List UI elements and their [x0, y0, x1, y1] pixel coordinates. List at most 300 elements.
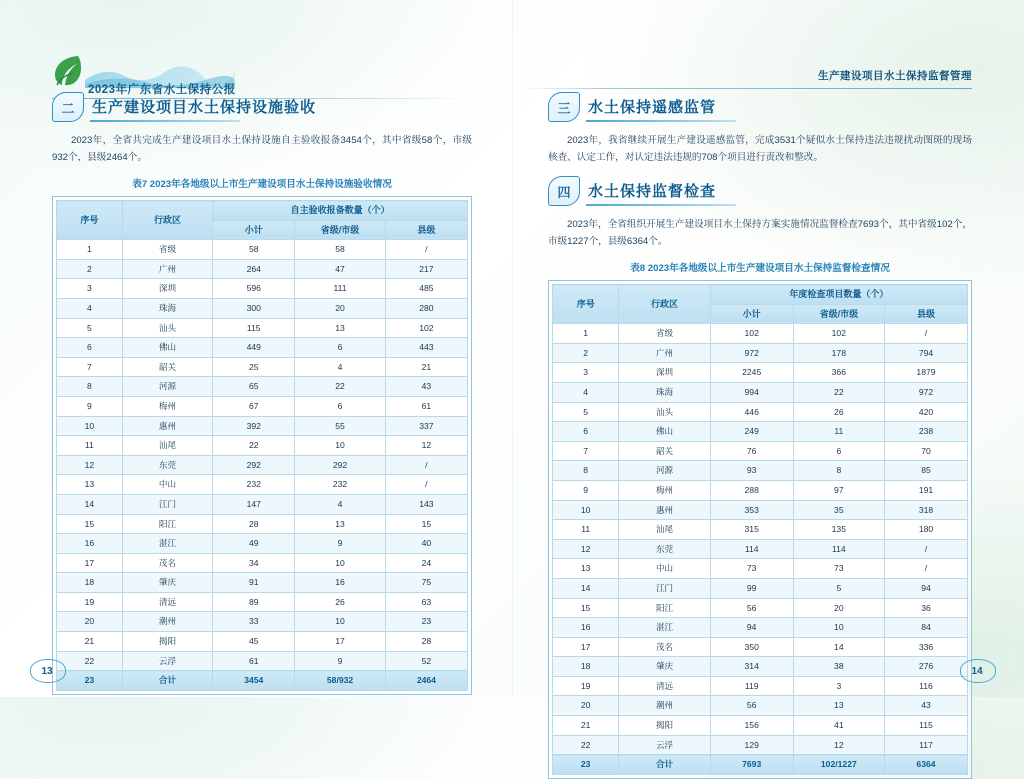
- cell-seq: 20: [553, 696, 619, 716]
- cell-value: 56: [710, 696, 793, 716]
- cell-value: 102: [793, 324, 884, 344]
- cell-seq: 7: [553, 441, 619, 461]
- th-provincial-city: 省级/市级: [295, 220, 385, 240]
- cell-value: 276: [884, 657, 967, 677]
- cell-value: 55: [295, 416, 385, 436]
- cell-value: 3454: [213, 671, 295, 691]
- table-row: [553, 363, 968, 383]
- cell-value: 56: [710, 598, 793, 618]
- cell-value: 420: [884, 402, 967, 422]
- cell-value: 232: [295, 475, 385, 495]
- cell-value: 7693: [710, 755, 793, 775]
- cell-value: 58/932: [295, 671, 385, 691]
- cell-seq: 6: [57, 338, 123, 358]
- cell-seq: 19: [57, 592, 123, 612]
- cell-region: 汕尾: [122, 436, 212, 456]
- cell-value: 93: [710, 461, 793, 481]
- cell-seq: 17: [57, 553, 123, 573]
- table-row: [57, 377, 468, 397]
- cell-value: 89: [213, 592, 295, 612]
- cell-value: 972: [710, 343, 793, 363]
- cell-region: 阳江: [619, 598, 710, 618]
- section-title: 水土保持监督检查: [588, 183, 717, 200]
- cell-value: 85: [884, 461, 967, 481]
- cell-seq: 18: [57, 573, 123, 593]
- cell-seq: 21: [553, 716, 619, 736]
- cell-region: 河源: [122, 377, 212, 397]
- cell-value: 91: [213, 573, 295, 593]
- table-row: [553, 422, 968, 442]
- cell-seq: 22: [57, 651, 123, 671]
- cell-region: 韶关: [122, 357, 212, 377]
- table7-wrapper: [52, 196, 472, 695]
- cell-region: 珠海: [619, 382, 710, 402]
- cell-region: 肇庆: [122, 573, 212, 593]
- cell-value: 45: [213, 632, 295, 652]
- cell-value: 129: [710, 735, 793, 755]
- cell-value: 15: [385, 514, 467, 534]
- cell-value: 14: [793, 637, 884, 657]
- cell-value: 102: [710, 324, 793, 344]
- th-seq: 序号: [553, 285, 619, 324]
- cell-value: 73: [793, 559, 884, 579]
- section-number: 二: [52, 92, 84, 122]
- table7-caption: 表7 2023年各地级以上市生产建设项目水土保持设施验收情况: [132, 179, 392, 190]
- cell-value: 10: [295, 436, 385, 456]
- cell-seq: 12: [57, 455, 123, 475]
- table-row: [57, 396, 468, 416]
- section-heading-two: [52, 92, 472, 126]
- table-row: [57, 632, 468, 652]
- page-number-left: [30, 659, 64, 683]
- cell-seq: 8: [553, 461, 619, 481]
- cell-value: 40: [385, 534, 467, 554]
- cell-value: 300: [213, 298, 295, 318]
- cell-seq: 1: [57, 240, 123, 260]
- cell-value: 94: [710, 618, 793, 638]
- cell-value: 446: [710, 402, 793, 422]
- cell-region: 江门: [619, 578, 710, 598]
- cell-value: 22: [295, 377, 385, 397]
- cell-seq: 15: [553, 598, 619, 618]
- th-region: 行政区: [122, 201, 212, 240]
- cell-value: 292: [213, 455, 295, 475]
- cell-value: 22: [213, 436, 295, 456]
- cell-value: /: [884, 559, 967, 579]
- cell-region: 佛山: [122, 338, 212, 358]
- cell-seq: 11: [57, 436, 123, 456]
- table-row: [553, 500, 968, 520]
- cell-value: 13: [295, 514, 385, 534]
- table-row: [553, 461, 968, 481]
- cell-value: 6364: [884, 755, 967, 775]
- cell-value: 116: [884, 676, 967, 696]
- table-row: [57, 592, 468, 612]
- cell-value: 102/1227: [793, 755, 884, 775]
- cell-region: 珠海: [122, 298, 212, 318]
- cell-region: 汕头: [619, 402, 710, 422]
- cell-region: 揭阳: [619, 716, 710, 736]
- section-underline: [586, 120, 736, 122]
- table-row: [553, 716, 968, 736]
- page-number-value: 14: [971, 665, 983, 677]
- th-group: 自主验收报备数量（个）: [213, 201, 468, 221]
- table-row: [553, 696, 968, 716]
- cell-seq: 14: [553, 578, 619, 598]
- paragraph-verification: 2023年，全省共完成生产建设项目水土保持设施自主验收报备3454个，其中省级58个，市级932个，县级2464个。: [52, 135, 472, 163]
- cell-value: 58: [213, 240, 295, 260]
- table-row: [57, 455, 468, 475]
- cell-value: 280: [385, 298, 467, 318]
- cell-seq: 18: [553, 657, 619, 677]
- cell-value: 6: [295, 338, 385, 358]
- cell-value: 23: [385, 612, 467, 632]
- cell-seq: 4: [57, 298, 123, 318]
- table8-wrapper: [548, 280, 972, 779]
- table-row: [553, 755, 968, 775]
- cell-seq: 6: [553, 422, 619, 442]
- cell-value: 180: [884, 520, 967, 540]
- table-row: [553, 441, 968, 461]
- cell-value: 11: [793, 422, 884, 442]
- cell-seq: 8: [57, 377, 123, 397]
- cell-region: 揭阳: [122, 632, 212, 652]
- cell-region: 肇庆: [619, 657, 710, 677]
- cell-value: 6: [295, 396, 385, 416]
- left-column: [52, 92, 472, 695]
- cell-seq: 14: [57, 494, 123, 514]
- cell-value: 13: [793, 696, 884, 716]
- section-underline: [90, 120, 240, 122]
- table-row: [57, 671, 468, 691]
- table-row: [553, 539, 968, 559]
- cell-value: 2245: [710, 363, 793, 383]
- section-title: 生产建设项目水土保持设施验收: [92, 99, 317, 116]
- cell-value: 238: [884, 422, 967, 442]
- cell-region: 梅州: [619, 480, 710, 500]
- cell-value: 75: [385, 573, 467, 593]
- cell-value: 73: [710, 559, 793, 579]
- cell-value: 318: [884, 500, 967, 520]
- th-subtotal: 小计: [710, 304, 793, 324]
- table-row: [57, 240, 468, 260]
- section-heading-four: [548, 176, 972, 210]
- th-county: 县级: [884, 304, 967, 324]
- section-number: 三: [548, 92, 580, 122]
- table-row: [57, 494, 468, 514]
- cell-seq: 15: [57, 514, 123, 534]
- cell-value: 8: [793, 461, 884, 481]
- table8-caption: 表8 2023年各地级以上市生产建设项目水土保持监督检查情况: [630, 263, 890, 274]
- cell-seq: 3: [57, 279, 123, 299]
- cell-seq: 22: [553, 735, 619, 755]
- cell-seq: 9: [57, 396, 123, 416]
- cell-value: 61: [385, 396, 467, 416]
- cell-region: 茂名: [122, 553, 212, 573]
- running-head: 生产建设项目水土保持监督管理: [818, 70, 972, 82]
- cell-value: 67: [213, 396, 295, 416]
- cell-value: 115: [884, 716, 967, 736]
- cell-seq: 5: [553, 402, 619, 422]
- table-row: [57, 475, 468, 495]
- table-row: [553, 382, 968, 402]
- table-row: [57, 416, 468, 436]
- cell-value: 38: [793, 657, 884, 677]
- cell-value: /: [385, 475, 467, 495]
- cell-value: 10: [793, 618, 884, 638]
- table-row: [553, 578, 968, 598]
- cell-value: 25: [213, 357, 295, 377]
- table-row: [57, 357, 468, 377]
- cell-value: 115: [213, 318, 295, 338]
- cell-value: 111: [295, 279, 385, 299]
- cell-seq: 13: [553, 559, 619, 579]
- table-row: [553, 343, 968, 363]
- cell-region: 中山: [619, 559, 710, 579]
- cell-value: 117: [884, 735, 967, 755]
- th-provincial-city: 省级/市级: [793, 304, 884, 324]
- cell-value: 26: [793, 402, 884, 422]
- cell-region: 东莞: [619, 539, 710, 559]
- cell-region: 梅州: [122, 396, 212, 416]
- cell-value: 10: [295, 553, 385, 573]
- cell-region: 汕尾: [619, 520, 710, 540]
- page-header: [0, 26, 1024, 96]
- cell-value: 26: [295, 592, 385, 612]
- table-row: [57, 298, 468, 318]
- th-group: 年度检查项目数量（个）: [710, 285, 967, 305]
- cell-value: 12: [385, 436, 467, 456]
- cell-value: 353: [710, 500, 793, 520]
- cell-value: 119: [710, 676, 793, 696]
- cell-value: 43: [385, 377, 467, 397]
- cell-value: 596: [213, 279, 295, 299]
- table-row: [553, 402, 968, 422]
- cell-region: 深圳: [122, 279, 212, 299]
- cell-seq: 23: [553, 755, 619, 775]
- publication-title: 2023年广东省水土保持公报: [88, 84, 236, 96]
- cell-value: 5: [793, 578, 884, 598]
- cell-value: 288: [710, 480, 793, 500]
- cell-value: 20: [793, 598, 884, 618]
- cell-value: 65: [213, 377, 295, 397]
- cell-value: 70: [884, 441, 967, 461]
- cell-value: 114: [710, 539, 793, 559]
- table-row: [553, 598, 968, 618]
- cell-value: 337: [385, 416, 467, 436]
- cell-seq: 4: [553, 382, 619, 402]
- cell-region: 合计: [619, 755, 710, 775]
- cell-region: 湛江: [122, 534, 212, 554]
- section-underline: [586, 204, 736, 206]
- cell-region: 云浮: [122, 651, 212, 671]
- cell-seq: 16: [57, 534, 123, 554]
- table-row: [553, 618, 968, 638]
- cell-region: 河源: [619, 461, 710, 481]
- cell-region: 中山: [122, 475, 212, 495]
- cell-value: 264: [213, 259, 295, 279]
- table-row: [553, 657, 968, 677]
- cell-region: 汕头: [122, 318, 212, 338]
- th-region: 行政区: [619, 285, 710, 324]
- cell-region: 惠州: [619, 500, 710, 520]
- cell-value: 994: [710, 382, 793, 402]
- leaf-logo-icon: [52, 54, 82, 88]
- cell-value: 392: [213, 416, 295, 436]
- cell-value: 61: [213, 651, 295, 671]
- table-row: [553, 559, 968, 579]
- cell-value: 315: [710, 520, 793, 540]
- cell-region: 深圳: [619, 363, 710, 383]
- table-row: [553, 480, 968, 500]
- cell-region: 合计: [122, 671, 212, 691]
- cell-value: 28: [213, 514, 295, 534]
- cell-value: 63: [385, 592, 467, 612]
- cell-value: 4: [295, 357, 385, 377]
- cell-value: 58: [295, 240, 385, 260]
- section-heading-three: [548, 92, 972, 126]
- cell-seq: 23: [57, 671, 123, 691]
- cell-region: 潮州: [122, 612, 212, 632]
- cell-value: 97: [793, 480, 884, 500]
- cell-region: 云浮: [619, 735, 710, 755]
- cell-value: 366: [793, 363, 884, 383]
- cell-seq: 21: [57, 632, 123, 652]
- cell-value: 2464: [385, 671, 467, 691]
- cell-value: 972: [884, 382, 967, 402]
- cell-region: 省级: [122, 240, 212, 260]
- right-column: [548, 92, 972, 779]
- cell-value: /: [385, 455, 467, 475]
- cell-seq: 11: [553, 520, 619, 540]
- paragraph-supervision: 2023年，全省组织开展生产建设项目水土保持方案实施情况监督检查7693个，其中省级102个，市级1227个，县级6364个。: [548, 219, 972, 247]
- table-row: [553, 637, 968, 657]
- cell-value: 52: [385, 651, 467, 671]
- cell-value: 41: [793, 716, 884, 736]
- cell-seq: 5: [57, 318, 123, 338]
- cell-region: 清远: [619, 676, 710, 696]
- cell-value: 143: [385, 494, 467, 514]
- cell-value: 232: [213, 475, 295, 495]
- cell-value: 794: [884, 343, 967, 363]
- cell-value: 43: [884, 696, 967, 716]
- section-title: 水土保持遥感监管: [588, 99, 717, 116]
- table-row: [57, 553, 468, 573]
- cell-value: 47: [295, 259, 385, 279]
- cell-value: 22: [793, 382, 884, 402]
- header-rule-right: [520, 88, 972, 89]
- cell-value: 13: [295, 318, 385, 338]
- cell-seq: 3: [553, 363, 619, 383]
- cell-value: 84: [884, 618, 967, 638]
- cell-region: 茂名: [619, 637, 710, 657]
- th-subtotal: 小计: [213, 220, 295, 240]
- cell-seq: 19: [553, 676, 619, 696]
- cell-value: 99: [710, 578, 793, 598]
- section-number: 四: [548, 176, 580, 206]
- cell-value: 443: [385, 338, 467, 358]
- cell-value: 217: [385, 259, 467, 279]
- cell-value: 9: [295, 534, 385, 554]
- cell-value: 449: [213, 338, 295, 358]
- cell-region: 佛山: [619, 422, 710, 442]
- table-row: [553, 324, 968, 344]
- th-county: 县级: [385, 220, 467, 240]
- cell-seq: 12: [553, 539, 619, 559]
- cell-value: 3: [793, 676, 884, 696]
- cell-value: 1879: [884, 363, 967, 383]
- cell-value: 17: [295, 632, 385, 652]
- cell-seq: 16: [553, 618, 619, 638]
- cell-value: 314: [710, 657, 793, 677]
- cell-region: 潮州: [619, 696, 710, 716]
- cell-value: /: [884, 539, 967, 559]
- cell-value: /: [884, 324, 967, 344]
- cell-seq: 20: [57, 612, 123, 632]
- table-row: [57, 318, 468, 338]
- cell-seq: 10: [57, 416, 123, 436]
- cell-value: 24: [385, 553, 467, 573]
- table-row: [57, 534, 468, 554]
- cell-value: 76: [710, 441, 793, 461]
- cell-value: 20: [295, 298, 385, 318]
- cell-value: 102: [385, 318, 467, 338]
- table-verification: [56, 200, 468, 691]
- table-row: [553, 520, 968, 540]
- cell-region: 广州: [619, 343, 710, 363]
- cell-value: 21: [385, 357, 467, 377]
- cell-region: 省级: [619, 324, 710, 344]
- table-row: [553, 735, 968, 755]
- cell-value: 34: [213, 553, 295, 573]
- cell-seq: 17: [553, 637, 619, 657]
- cell-value: 147: [213, 494, 295, 514]
- cell-value: 6: [793, 441, 884, 461]
- table-supervision: [552, 284, 968, 775]
- table-row: [57, 612, 468, 632]
- cell-region: 惠州: [122, 416, 212, 436]
- cell-region: 广州: [122, 259, 212, 279]
- table-header-row: [57, 201, 468, 221]
- table-row: [57, 651, 468, 671]
- table8-body: [553, 324, 968, 775]
- cell-seq: 9: [553, 480, 619, 500]
- cell-value: 35: [793, 500, 884, 520]
- page-number-value: 13: [41, 665, 53, 677]
- cell-value: 485: [385, 279, 467, 299]
- table-row: [57, 279, 468, 299]
- cell-seq: 2: [57, 259, 123, 279]
- cell-value: 350: [710, 637, 793, 657]
- cell-value: 12: [793, 735, 884, 755]
- table-row: [553, 676, 968, 696]
- cell-value: 36: [884, 598, 967, 618]
- table-header-row: [553, 285, 968, 305]
- cell-region: 阳江: [122, 514, 212, 534]
- table-row: [57, 259, 468, 279]
- cell-value: 178: [793, 343, 884, 363]
- cell-value: 94: [884, 578, 967, 598]
- cell-value: 156: [710, 716, 793, 736]
- cell-value: 49: [213, 534, 295, 554]
- cell-value: 4: [295, 494, 385, 514]
- cell-value: 33: [213, 612, 295, 632]
- cell-seq: 1: [553, 324, 619, 344]
- table-row: [57, 573, 468, 593]
- paragraph-remote-sensing: 2023年，我省继续开展生产建设遥感监管，完成3531个疑似水土保持违法违规扰动图斑的现场核查、认定工作，对认定违法违规的708个项目进行责改和整改。: [548, 135, 972, 163]
- table7-body: [57, 240, 468, 691]
- cell-value: 191: [884, 480, 967, 500]
